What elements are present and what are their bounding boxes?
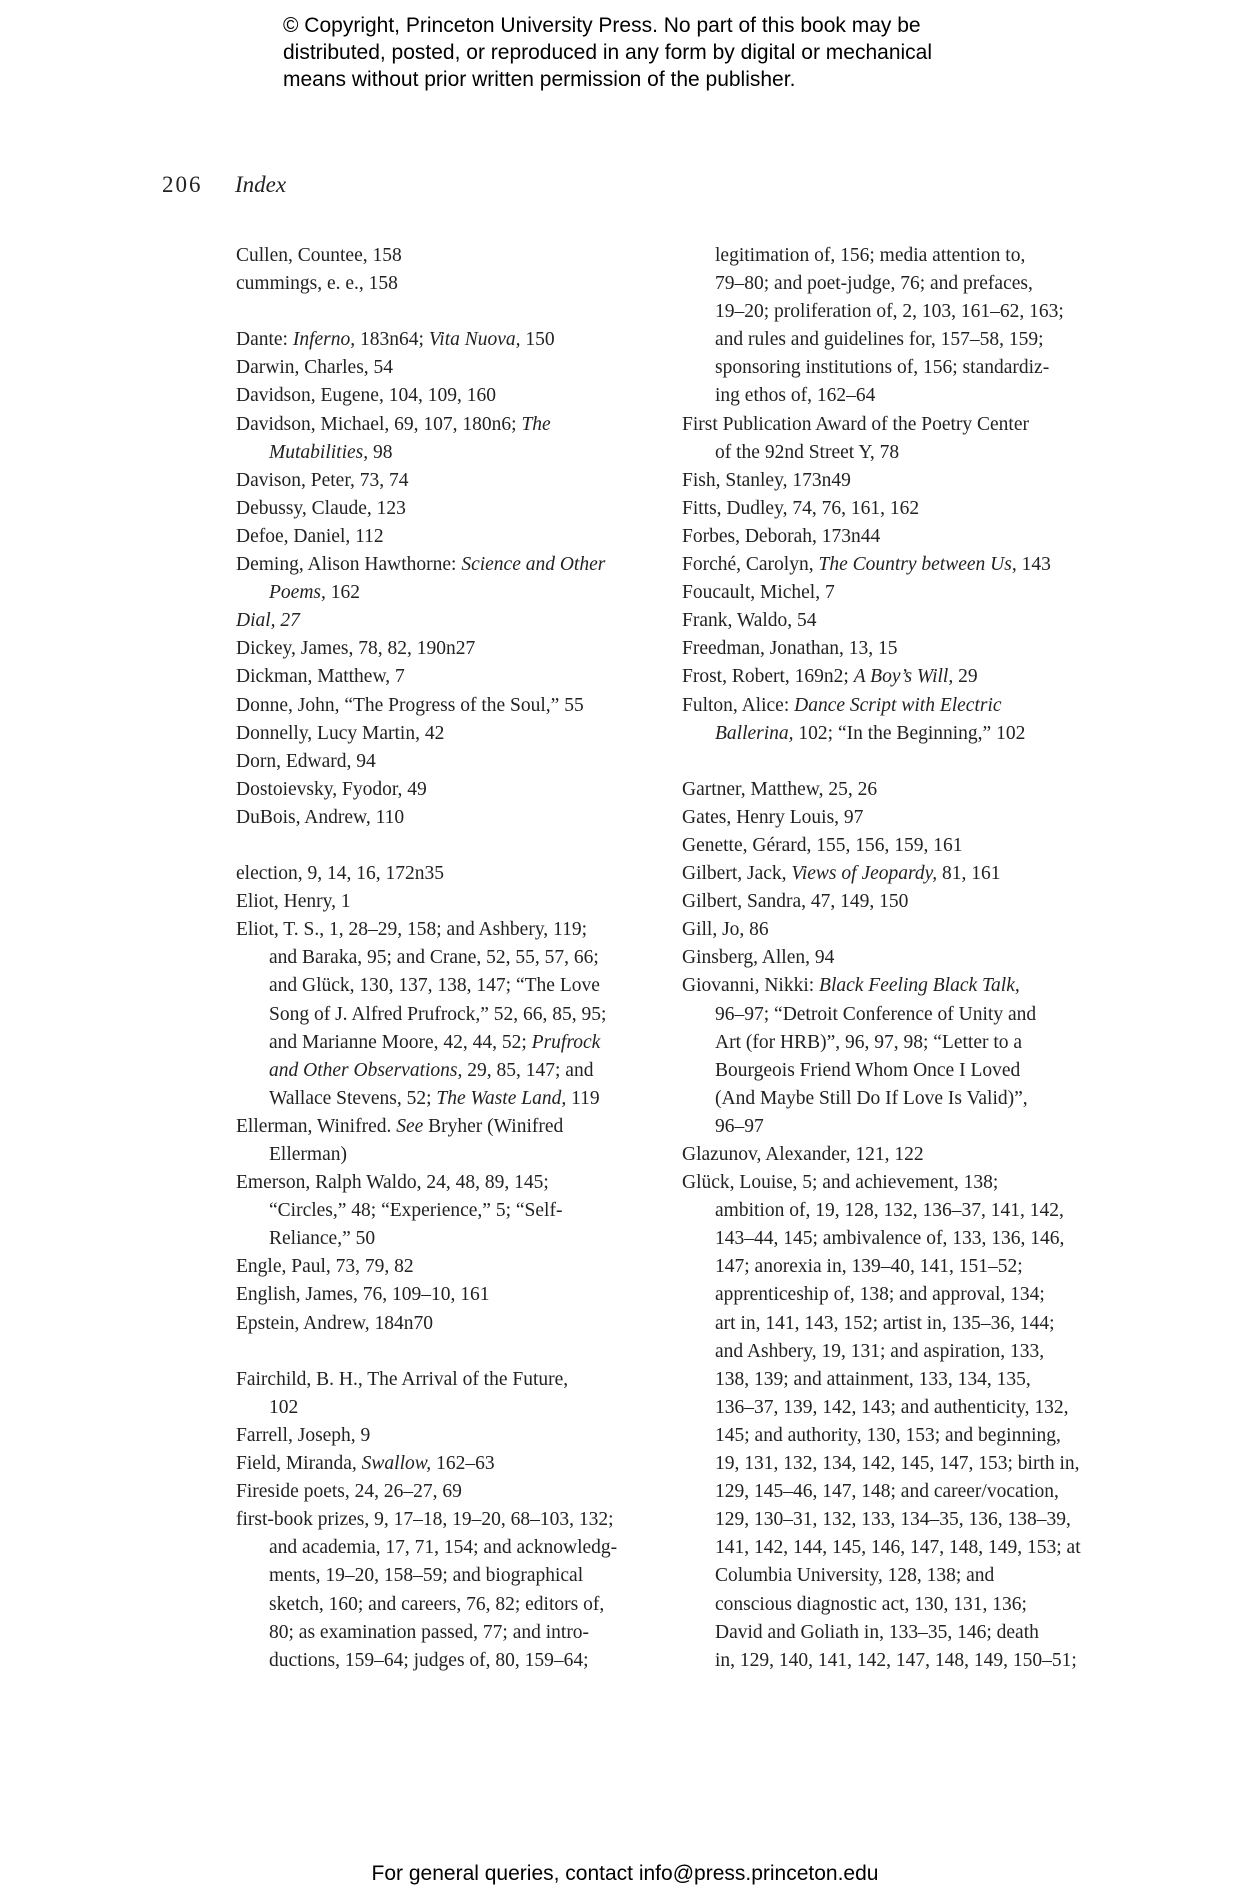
index-entry: Glück, Louise, 5; and achievement, 138; (682, 1172, 999, 1194)
index-entry: Fulton, Alice: Dance Script with Electric (682, 694, 1002, 716)
index-entry: cummings, e. e., 158 (236, 273, 398, 295)
index-entry-continuation: and Glück, 130, 137, 138, 147; “The Love (269, 975, 600, 997)
index-entry: Ellerman, Winifred. See Bryher (Winifred (236, 1115, 564, 1137)
index-entry-continuation: and Ashbery, 19, 131; and aspiration, 133, (715, 1340, 1045, 1362)
copyright-line: © Copyright, Princeton University Press. No part of this book may be (283, 14, 921, 37)
index-entry: Ginsberg, Allen, 94 (682, 947, 835, 969)
index-entry: Gilbert, Jack, Views of Jeopardy, 81, 161 (682, 863, 1001, 885)
index-entry-continuation: 143–44, 145; ambivalence of, 133, 136, 146, (715, 1228, 1065, 1250)
index-entry: Forbes, Deborah, 173n44 (682, 525, 881, 547)
index-entry-continuation: 141, 142, 144, 145, 146, 147, 148, 149, 153; at (715, 1537, 1081, 1559)
index-entry-continuation: 19–20; proliferation of, 2, 103, 161–62, 163; (715, 301, 1064, 323)
index-entry: Giovanni, Nikki: Black Feeling Black Talk, (682, 975, 1020, 997)
index-entry: Epstein, Andrew, 184n70 (236, 1312, 433, 1334)
index-entry: Gartner, Matthew, 25, 26 (682, 778, 878, 800)
index-entry-continuation: Song of J. Alfred Prufrock,” 52, 66, 85, 95; (269, 1003, 607, 1025)
index-entry-continuation: conscious diagnostic act, 130, 131, 136; (715, 1593, 1027, 1615)
index-entry-continuation: ductions, 159–64; judges of, 80, 159–64; (269, 1649, 589, 1671)
index-entry-continuation: 145; and authority, 130, 153; and beginning, (715, 1424, 1061, 1446)
entry-spacer (236, 1338, 656, 1366)
entry-spacer (236, 298, 656, 326)
index-entry: Fairchild, B. H., The Arrival of the Future, (236, 1368, 569, 1390)
index-entry: Eliot, T. S., 1, 28–29, 158; and Ashbery, 119; (236, 919, 587, 941)
index-entry-continuation: sketch, 160; and careers, 76, 82; editors of, (269, 1593, 605, 1615)
index-entry: Fireside poets, 24, 26–27, 69 (236, 1481, 462, 1503)
index-entry: Davidson, Eugene, 104, 109, 160 (236, 385, 496, 407)
index-entry: Glazunov, Alexander, 121, 122 (682, 1144, 924, 1165)
index-entry: Gates, Henry Louis, 97 (682, 806, 864, 828)
index-entry: Debussy, Claude, 123 (236, 497, 406, 519)
index-entry-continuation: and academia, 17, 71, 154; and acknowledg- (269, 1537, 618, 1559)
index-entry: Gill, Jo, 86 (682, 919, 769, 941)
index-entry-continuation: Mutabilities, 98 (269, 441, 393, 463)
index-entry-continuation: Reliance,” 50 (269, 1228, 376, 1250)
index-entry-continuation: 80; as examination passed, 77; and intro- (269, 1621, 590, 1643)
index-entry-continuation: 96–97 (715, 1115, 764, 1137)
index-entry: Dial, 27 (236, 610, 300, 632)
running-head (162, 170, 287, 200)
index-entry-continuation: ing ethos of, 162–64 (715, 385, 876, 407)
index-entry-continuation: in, 129, 140, 141, 142, 147, 148, 149, 150–51; (715, 1649, 1077, 1671)
index-entry: English, James, 76, 109–10, 161 (236, 1284, 490, 1306)
index-entry: First Publication Award of the Poetry Center (682, 413, 1029, 435)
index-entry: Eliot, Henry, 1 (236, 891, 351, 913)
index-entry-continuation: 129, 145–46, 147, 148; and career/vocation, (715, 1481, 1059, 1503)
index-entry: Gilbert, Sandra, 47, 149, 150 (682, 891, 909, 913)
index-entry-continuation: “Circles,” 48; “Experience,” 5; “Self- (269, 1200, 563, 1222)
index-entry-continuation: 79–80; and poet-judge, 76; and prefaces, (715, 273, 1033, 295)
index-entry: Dostoievsky, Fyodor, 49 (236, 778, 427, 800)
copyright-notice (283, 12, 1043, 93)
index-entry: Defoe, Daniel, 112 (236, 525, 384, 547)
index-entry: Fish, Stanley, 173n49 (682, 469, 851, 491)
index-entry: Dorn, Edward, 94 (236, 750, 376, 772)
index-entry: DuBois, Andrew, 110 (236, 806, 405, 828)
index-entry-continuation: Poems, 162 (269, 582, 360, 604)
index-entry: Freedman, Jonathan, 13, 15 (682, 638, 898, 660)
index-entry: Dante: Inferno, 183n64; Vita Nuova, 150 (236, 329, 555, 351)
index-entry-continuation: Columbia University, 128, 138; and (715, 1565, 995, 1587)
index-entry: Frank, Waldo, 54 (682, 610, 817, 632)
index-entry-continuation: 138, 139; and attainment, 133, 134, 135, (715, 1368, 1031, 1390)
index-entry-continuation: David and Goliath in, 133–35, 146; death (715, 1621, 1039, 1643)
index-entry-continuation: of the 92nd Street Y, 78 (715, 441, 900, 463)
index-entry: Forché, Carolyn, The Country between Us, 143 (682, 554, 1051, 576)
index-entry-continuation: 129, 130–31, 132, 133, 134–35, 136, 138–39, (715, 1509, 1071, 1531)
index-entry-continuation: and Baraka, 95; and Crane, 52, 55, 57, 66; (269, 947, 599, 969)
index-entry-continuation: 147; anorexia in, 139–40, 141, 151–52; (715, 1256, 1023, 1278)
index-entry: Donne, John, “The Progress of the Soul,” 55 (236, 694, 584, 716)
index-entry-continuation: Ballerina, 102; “In the Beginning,” 102 (715, 722, 1026, 744)
index-entry-continuation: Wallace Stevens, 52; The Waste Land, 119 (269, 1087, 600, 1109)
index-entry: Deming, Alison Hawthorne: Science and Other (236, 554, 606, 576)
index-entry-continuation: 102 (269, 1396, 299, 1418)
index-entry: Donnelly, Lucy Martin, 42 (236, 722, 445, 744)
index-entry-continuation: 96–97; “Detroit Conference of Unity and (715, 1003, 1037, 1025)
index-entry: Foucault, Michel, 7 (682, 582, 835, 604)
footer (0, 1862, 1250, 1886)
index-entry-continuation: (And Maybe Still Do If Love Is Valid)”, (715, 1087, 1028, 1109)
index-entry: Genette, Gérard, 155, 156, 159, 161 (682, 834, 963, 856)
copyright-line: distributed, posted, or reproduced in any form by digital or mechanical (283, 41, 933, 64)
index-entry-continuation: sponsoring institutions of, 156; standardiz- (715, 357, 1050, 379)
index-entry-continuation: ments, 19–20, 158–59; and biographical (269, 1565, 584, 1587)
index-entry-continuation: 19, 131, 132, 134, 142, 145, 147, 153; birth in, (715, 1453, 1080, 1475)
index-entry-continuation: and Marianne Moore, 42, 44, 52; Prufrock (269, 1031, 601, 1053)
index-entry: Farrell, Joseph, 9 (236, 1424, 371, 1446)
index-entry: Dickey, James, 78, 82, 190n27 (236, 638, 476, 660)
index-entry: Field, Miranda, Swallow, 162–63 (236, 1453, 495, 1475)
index-entry: first-book prizes, 9, 17–18, 19–20, 68–103, 132; (236, 1509, 614, 1531)
index-entry: Fitts, Dudley, 74, 76, 161, 162 (682, 497, 920, 519)
index-entry-continuation: Art (for HRB)”, 96, 97, 98; “Letter to a (715, 1031, 1023, 1053)
entry-spacer (682, 748, 1102, 776)
index-entry: Emerson, Ralph Waldo, 24, 48, 89, 145; (236, 1172, 549, 1194)
index-entry-continuation: and rules and guidelines for, 157–58, 159; (715, 329, 1044, 351)
index-entry-continuation: 136–37, 139, 142, 143; and authenticity, 132, (715, 1396, 1069, 1418)
index-entry: Davison, Peter, 73, 74 (236, 469, 409, 491)
copyright-line: means without prior written permission of the publisher. (283, 68, 796, 91)
index-entry: Davidson, Michael, 69, 107, 180n6; The (236, 413, 551, 435)
index-entry-continuation: art in, 141, 143, 152; artist in, 135–36, 144; (715, 1312, 1055, 1334)
index-entry: Dickman, Matthew, 7 (236, 666, 405, 688)
index-entry-continuation: ambition of, 19, 128, 132, 136–37, 141, 142, (715, 1200, 1064, 1222)
index-column-right (682, 242, 1102, 1675)
index-entry-continuation: and Other Observations, 29, 85, 147; and (269, 1059, 594, 1081)
index-entry: Cullen, Countee, 158 (236, 245, 402, 266)
index-entry: Engle, Paul, 73, 79, 82 (236, 1256, 414, 1278)
entry-spacer (236, 832, 656, 860)
index-column-left (236, 242, 656, 1675)
index-entry-continuation: Ellerman) (269, 1144, 347, 1165)
page-number: 206 (162, 172, 203, 197)
index-entry: Frost, Robert, 169n2; A Boy’s Will, 29 (682, 666, 978, 688)
index-entry-continuation: Bourgeois Friend Whom Once I Loved (715, 1059, 1021, 1081)
index-entry: Darwin, Charles, 54 (236, 357, 394, 379)
index-entry-continuation: legitimation of, 156; media attention to, (715, 245, 1026, 266)
running-head-title: Index (235, 172, 287, 197)
footer-contact-text: For general queries, contact info@press.princeton.edu (371, 1862, 879, 1885)
index-entry-continuation: apprenticeship of, 138; and approval, 134; (715, 1284, 1045, 1306)
index-entry: election, 9, 14, 16, 172n35 (236, 863, 444, 885)
